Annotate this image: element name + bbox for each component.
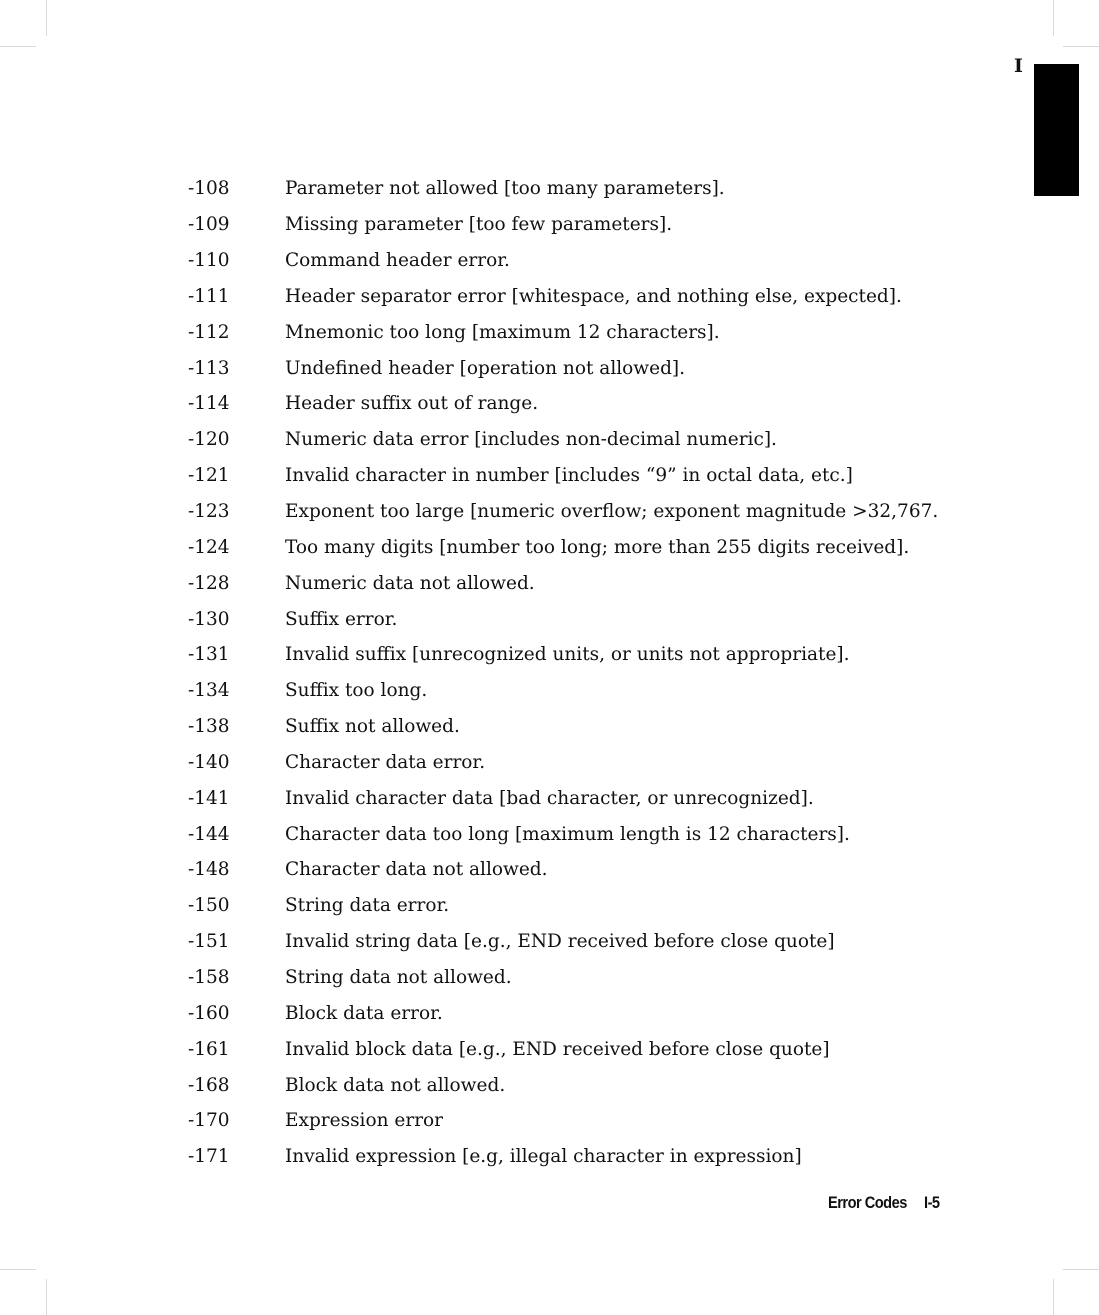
error-code-message: Character data error. [285,751,486,773]
crop-mark-top-right-horizontal [1063,46,1099,47]
error-code-message: Too many digits [number too long; more than 255 digits received]. [285,536,910,558]
error-code-message: String data not allowed. [285,966,512,988]
error-code-number: -111 [188,285,230,307]
error-code-message: Invalid character in number [includes “9” in octal data, etc.] [285,465,853,487]
error-code-message: Header separator error [whitespace, and nothing else, expected]. [285,285,902,307]
crop-mark-bottom-right-vertical [1053,1279,1054,1315]
error-code-number: -171 [188,1146,230,1168]
error-code-number: -141 [188,787,230,809]
footer-page-number: I-5 [924,1193,940,1212]
error-code-row [188,888,938,924]
error-code-row [188,350,938,386]
error-code-number: -130 [188,608,230,630]
crop-mark-bottom-left-vertical [46,1279,47,1315]
error-code-number: -148 [188,859,230,881]
error-code-message: Expression error [285,1110,444,1132]
error-code-message: Suffix too long. [285,680,428,702]
error-code-row [188,924,938,960]
error-code-number: -144 [188,823,230,845]
error-code-number: -109 [188,214,230,236]
error-code-row [188,1067,938,1103]
error-code-number: -138 [188,716,230,738]
error-code-row [188,458,938,494]
error-code-row [188,1103,938,1139]
error-code-row [188,279,938,315]
error-code-row [188,709,938,745]
error-code-message: Undefined header [operation not allowed]. [285,357,686,379]
error-code-row [188,386,938,422]
crop-mark-top-left-horizontal [0,46,36,47]
error-code-row [188,1031,938,1067]
footer-section-title: Error Codes [828,1193,907,1212]
error-code-number: -120 [188,429,230,451]
error-code-message: Suffix error. [285,608,398,630]
error-code-message: Invalid string data [e.g., END received before close quote] [285,931,835,953]
error-code-message: Command header error. [285,250,510,272]
error-code-number: -113 [188,357,230,379]
error-code-message: Exponent too large [numeric overflow; exponent magnitude >32,767. [285,501,939,523]
error-code-number: -140 [188,751,230,773]
error-code-row [188,207,938,243]
error-code-message: Suffix not allowed. [285,716,460,738]
error-code-message: Block data not allowed. [285,1074,506,1096]
error-code-number: -151 [188,931,230,953]
error-code-number: -150 [188,895,230,917]
error-code-row [188,852,938,888]
crop-mark-top-left-vertical [46,0,47,36]
error-code-row [188,673,938,709]
error-code-message: Numeric data error [includes non-decimal numeric]. [285,429,777,451]
error-code-row [188,601,938,637]
error-code-row [188,816,938,852]
error-code-message: Numeric data not allowed. [285,572,535,594]
error-code-row [188,422,938,458]
error-code-row [188,494,938,530]
error-code-number: -131 [188,644,230,666]
error-code-message: Invalid character data [bad character, or unrecognized]. [285,787,814,809]
error-code-number: -161 [188,1038,230,1060]
error-code-number: -128 [188,572,230,594]
error-code-message: Missing parameter [too few parameters]. [285,214,673,236]
error-code-number: -160 [188,1002,230,1024]
error-code-message: Parameter not allowed [too many parameters]. [285,178,725,200]
error-code-row [188,780,938,816]
page-footer [828,1193,940,1213]
error-code-number: -110 [188,250,230,272]
section-letter: I [1014,55,1023,77]
section-thumb-tab [1034,64,1079,196]
error-code-row [188,637,938,673]
error-code-message: String data error. [285,895,450,917]
crop-mark-bottom-left-horizontal [0,1269,36,1270]
error-code-number: -124 [188,536,230,558]
error-code-row [188,745,938,781]
error-code-row [188,314,938,350]
error-code-row [188,995,938,1031]
error-code-row [188,171,938,207]
error-code-message: Character data too long [maximum length is 12 characters]. [285,823,850,845]
error-code-message: Invalid suffix [unrecognized units, or units not appropriate]. [285,644,850,666]
error-code-list [188,171,938,1175]
error-code-number: -168 [188,1074,230,1096]
error-code-row [188,1139,938,1175]
crop-mark-top-right-vertical [1053,0,1054,36]
error-code-number: -121 [188,465,230,487]
error-code-row [188,960,938,996]
error-code-number: -170 [188,1110,230,1132]
error-code-message: Header suffix out of range. [285,393,539,415]
error-code-row [188,565,938,601]
error-code-number: -123 [188,501,230,523]
error-code-message: Character data not allowed. [285,859,548,881]
error-code-message: Invalid block data [e.g., END received before close quote] [285,1038,830,1060]
crop-mark-bottom-right-horizontal [1063,1269,1099,1270]
error-code-row [188,243,938,279]
error-code-number: -134 [188,680,230,702]
error-code-message: Block data error. [285,1002,443,1024]
error-code-number: -108 [188,178,230,200]
error-code-number: -114 [188,393,230,415]
error-code-number: -158 [188,966,230,988]
error-code-row [188,529,938,565]
error-code-number: -112 [188,321,230,343]
error-code-message: Invalid expression [e.g, illegal character in expression] [285,1146,802,1168]
error-code-message: Mnemonic too long [maximum 12 characters]. [285,321,720,343]
